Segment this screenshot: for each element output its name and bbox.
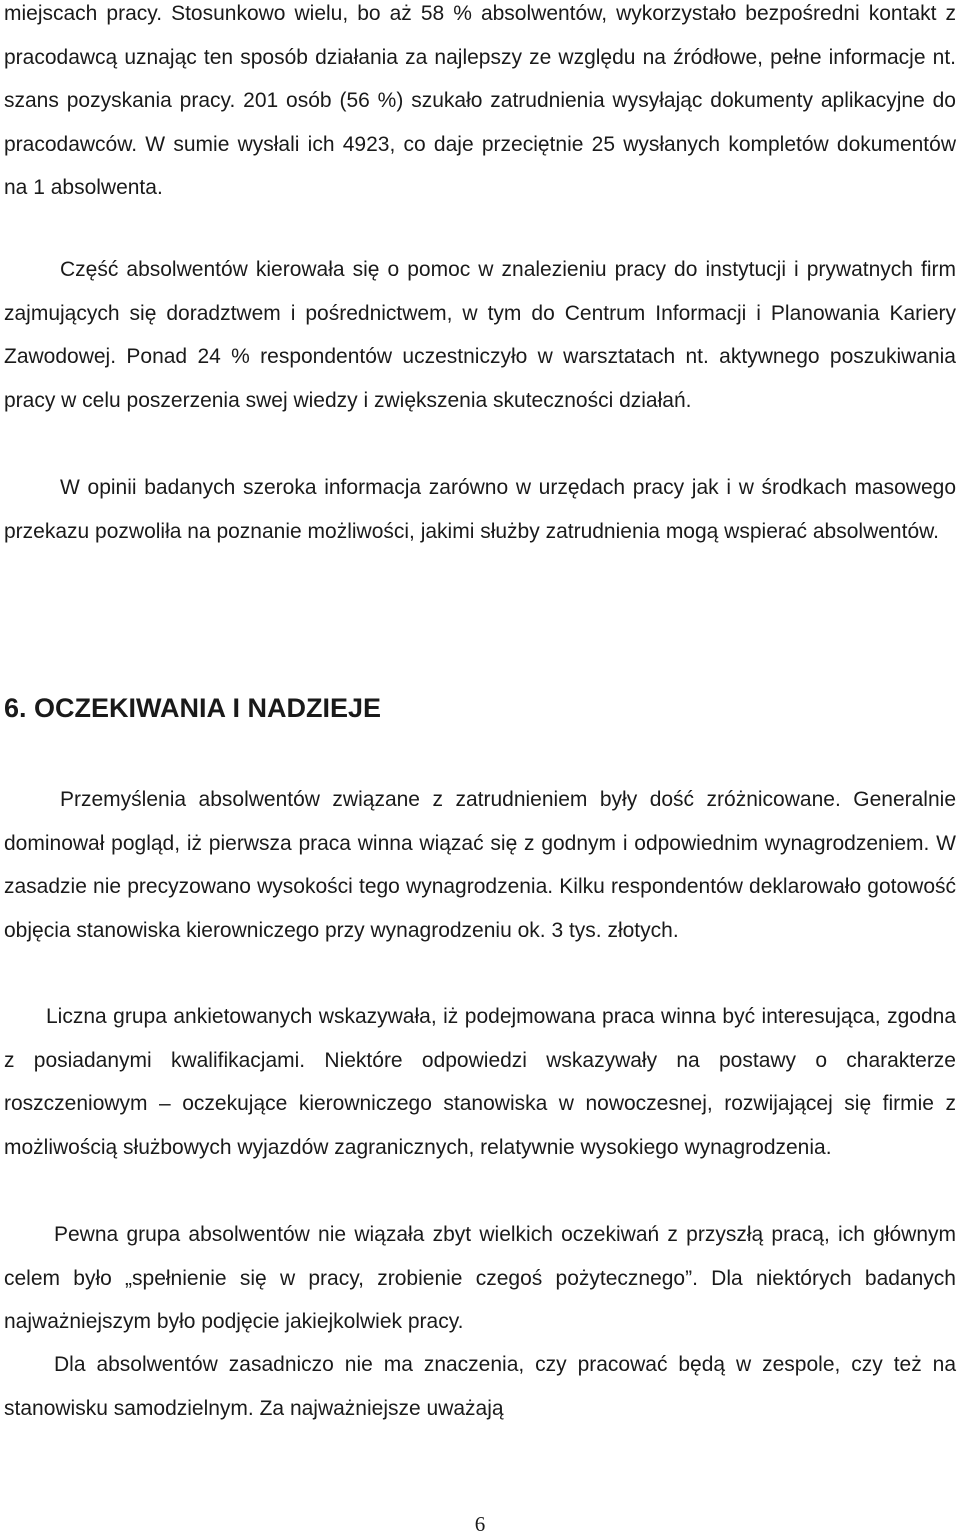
page-number: 6	[474, 1512, 486, 1536]
body-paragraph: Pewna grupa absolwentów nie wiązała zbyt wielkich oczekiwań z przyszłą pracą, ich głównym celem było „spełnienie się w pracy, zrobienie czegoś pożytecznego”. Dla niektórych badanych najważniejszym było podjęcie jakiejkolwiek pracy.	[4, 1223, 956, 1334]
paragraph-low-expectations	[4, 1213, 956, 1344]
body-paragraph: Dla absolwentów zasadniczo nie ma znaczenia, czy pracować będą w zespole, czy też na stanowisku samodzielnym. Za najważniejsze uważają	[4, 1353, 956, 1420]
paragraph-salary-expectations	[4, 778, 956, 952]
paragraph-team-work	[4, 1343, 956, 1430]
body-paragraph: Liczna grupa ankietowanych wskazywała, iż podejmowana praca winna być interesująca, zgodna z posiadanymi kwalifikacjami. Niektóre odpowiedzi wskazywały na postawy o charakterze roszczeniowym – oczekujące kierowniczego stanowiska w nowoczesnej, rozwijającej się firmie z możliwością służbowych wyjazdów zagranicznych, relatywnie wysokiego wynagrodzenia.	[4, 1005, 956, 1159]
paragraph-media-information	[4, 466, 956, 553]
body-paragraph: Część absolwentów kierowała się o pomoc w znalezieniu pracy do instytucji i prywatnych firm zajmujących się doradztwem i pośrednictwem, w tym do Centrum Informacji i Planowania Kariery Zawodowej. Ponad 24 % respondentów uczestniczyło w warsztatach nt. aktywnego poszukiwania pracy w celu poszerzenia swej wiedzy i zwiększenia skuteczności działań.	[4, 258, 956, 412]
body-paragraph: Przemyślenia absolwentów związane z zatrudnieniem były dość zróżnicowane. Generalnie dominował pogląd, iż pierwsza praca winna wiązać się z godnym i odpowiednim wynagrodzeniem. W zasadzie nie precyzowano wysokości tego wynagrodzenia. Kilku respondentów deklarowało gotowość objęcia stanowiska kierowniczego przy wynagrodzeniu ok. 3 tys. złotych.	[4, 788, 956, 942]
section-heading: 6. OCZEKIWANIA I NADZIEJE	[4, 693, 382, 723]
body-paragraph: miejscach pracy. Stosunkowo wielu, bo aż 58 % absolwentów, wykorzystało bezpośredni kontakt z pracodawcą uznając ten sposób działania za najlepszy ze względu na źródłowe, pełne informacje nt. szans pozyskania pracy. 201 osób (56 %) szukało zatrudnienia wysyłając dokumenty aplikacyjne do pracodawców. W sumie wysłali ich 4923, co daje przeciętnie 25 wysłanych kompletów dokumentów na 1 absolwenta.	[4, 2, 956, 200]
body-paragraph: W opinii badanych szeroka informacja zarówno w urzędach pracy jak i w środkach masowego przekazu pozwoliła na poznanie możliwości, jakimi służby zatrudnienia mogą wspierać absolwentów.	[4, 476, 956, 543]
paragraph-interesting-work	[4, 995, 956, 1169]
paragraph-career-institutions	[4, 248, 956, 422]
paragraph-job-search-methods	[4, 0, 956, 210]
